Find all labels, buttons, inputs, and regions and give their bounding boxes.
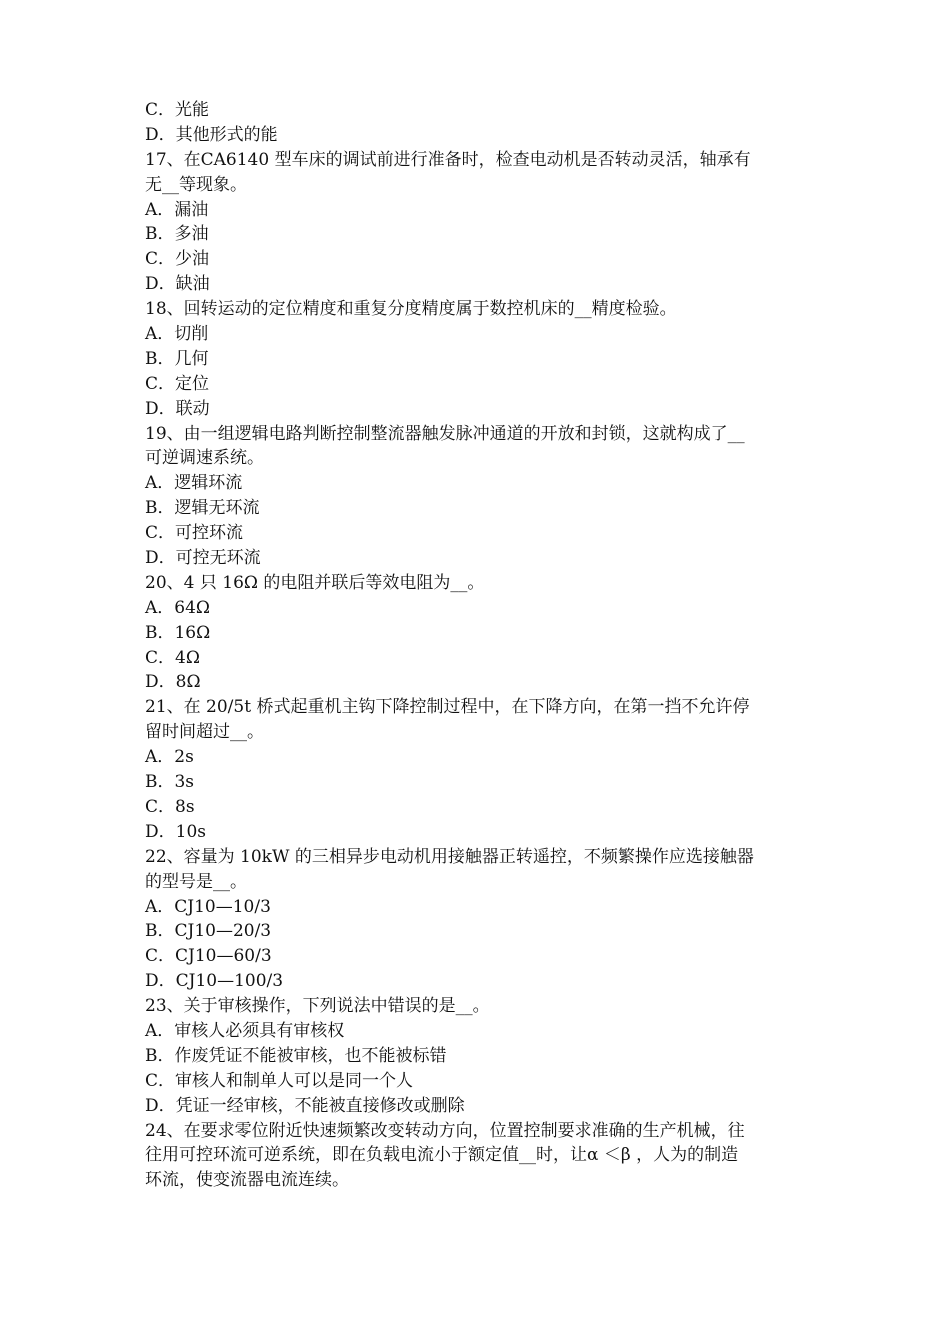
question-24-cont: 往用可控环流可逆系统，即在负载电流小于额定值__时，让α ＜β ，人为的制造	[145, 1145, 739, 1166]
option-a: A．CJ10—10/3	[145, 896, 271, 917]
option-c: C．可控环流	[145, 523, 244, 544]
option-a: A．2s	[145, 747, 194, 768]
option-d: D．可控无环流	[145, 548, 261, 569]
option-b: B．几何	[145, 348, 209, 369]
option-d: D．8Ω	[145, 672, 201, 693]
question-19-cont: 可逆调速系统。	[145, 448, 264, 469]
question-22: 22、容量为 10kW 的三相异步电动机用接触器正转遥控，不频繁操作应选接触器	[145, 846, 754, 867]
option-b: B．3s	[145, 772, 195, 793]
question-17: 17、在CA6140 型车床的调试前进行准备时，检查电动机是否转动灵活，轴承有	[145, 149, 751, 170]
option-d: D．缺油	[145, 274, 210, 295]
option-a: A．逻辑环流	[145, 473, 243, 494]
option-d: D．10s	[145, 821, 206, 842]
option-b: B．作废凭证不能被审核，也不能被标错	[145, 1045, 447, 1066]
question-21: 21、在 20/5t 桥式起重机主钩下降控制过程中，在下降方向，在第一挡不允许停	[145, 697, 750, 718]
question-18: 18、回转运动的定位精度和重复分度精度属于数控机床的__精度检验。	[145, 299, 677, 320]
question-24: 24、在要求零位附近快速频繁改变转动方向，位置控制要求准确的生产机械，往	[145, 1120, 745, 1141]
question-22-cont: 的型号是__。	[145, 871, 247, 892]
option-b: B．CJ10—20/3	[145, 921, 272, 942]
question-17-cont: 无__等现象。	[145, 174, 247, 195]
question-24-cont: 环流，使变流器电流连续。	[145, 1170, 349, 1191]
option-c: C．少油	[145, 249, 210, 270]
option-c: C．CJ10—60/3	[145, 946, 272, 967]
option-d: D．其他形式的能	[145, 124, 278, 145]
option-b: B．逻辑无环流	[145, 498, 260, 519]
option-a: A．64Ω	[145, 597, 211, 618]
option-a: A．审核人必须具有审核权	[145, 1020, 345, 1041]
option-c: C．定位	[145, 373, 210, 394]
document-body	[145, 98, 810, 1193]
option-b: B．多油	[145, 224, 209, 245]
option-a: A．切削	[145, 324, 209, 345]
question-21-cont: 留时间超过__。	[145, 722, 264, 743]
option-d: D．CJ10—100/3	[145, 971, 284, 992]
option-c: C．8s	[145, 796, 195, 817]
question-19: 19、由一组逻辑电路判断控制整流器触发脉冲通道的开放和封锁，这就构成了__	[145, 423, 745, 444]
question-23: 23、关于审核操作，下列说法中错误的是__。	[145, 996, 490, 1017]
option-c: C．4Ω	[145, 647, 200, 668]
option-c: C．光能	[145, 100, 210, 120]
option-a: A．漏油	[145, 199, 209, 220]
option-d: D．凭证一经审核，不能被直接修改或删除	[145, 1095, 465, 1116]
option-b: B．16Ω	[145, 622, 211, 643]
question-20: 20、4 只 16Ω 的电阻并联后等效电阻为__。	[145, 572, 485, 593]
option-d: D．联动	[145, 398, 210, 419]
option-c: C．审核人和制单人可以是同一个人	[145, 1070, 414, 1091]
